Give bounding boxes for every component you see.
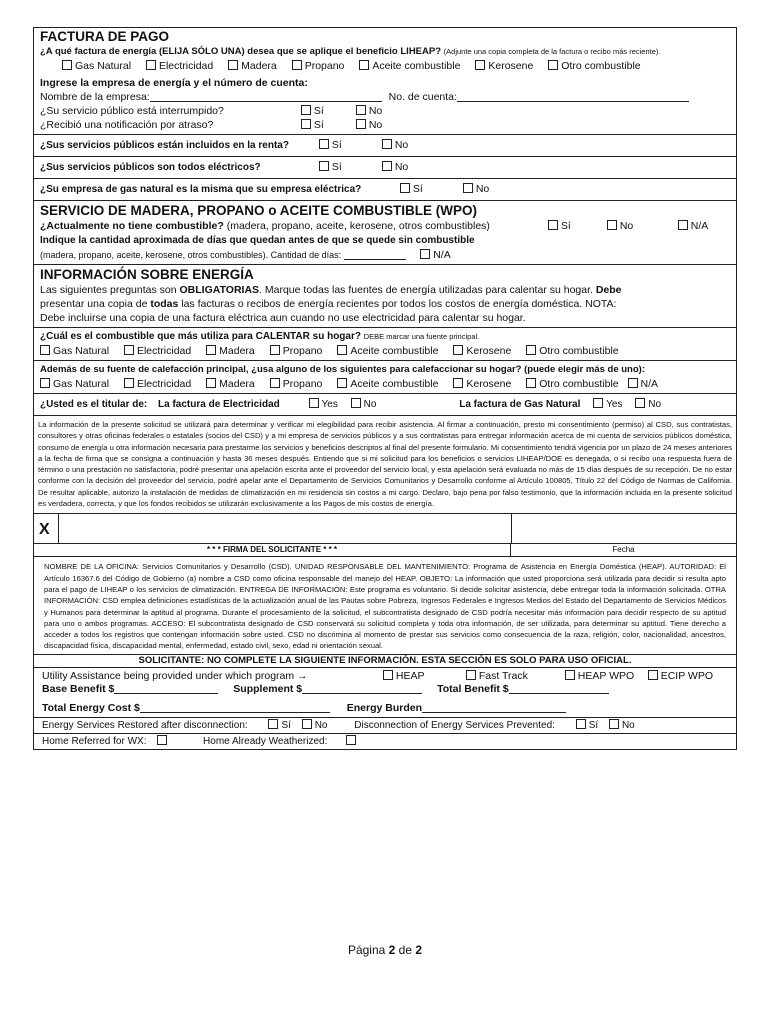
main-propano-checkbox[interactable]: [270, 345, 280, 355]
holder-gas-no-checkbox[interactable]: [635, 398, 645, 408]
main-madera-checkbox[interactable]: [206, 345, 216, 355]
heap-checkbox[interactable]: [383, 670, 393, 680]
main-fuel-section: ¿Cuál es el combustible que más utiliza para CALENTAR su hogar? DEBE marcar una fuente principal. Gas Natural Electricidad Madera Propano Aceite combustible Kerosene Otro combustible: [33, 327, 737, 360]
rent-section: ¿Sus servicios públicos están incluidos en la renta? Sí No: [33, 134, 737, 156]
checkbox-aceite[interactable]: [359, 60, 369, 70]
signature-field[interactable]: [59, 514, 512, 543]
bill-question: ¿A qué factura de energía (ELIJA SÓLO UNA) desea que se aplique el beneficio LIHEAP?: [40, 46, 442, 57]
same-company-question: ¿Su empresa de gas natural es la misma que su empresa eléctrica?: [40, 184, 362, 195]
restored-yes-checkbox[interactable]: [268, 719, 278, 729]
add-na-checkbox[interactable]: [628, 378, 638, 388]
rent-no-checkbox[interactable]: [382, 139, 392, 149]
interrupted-question: ¿Su servicio público está interrumpido?: [40, 105, 224, 117]
electric-yes-checkbox[interactable]: [319, 161, 329, 171]
all-electric-section: ¿Sus servicios públicos son todos eléctricos? Sí No: [33, 156, 737, 178]
wpo-yes-checkbox[interactable]: [548, 220, 558, 230]
energy-title: INFORMACIÓN SOBRE ENERGÍA: [40, 267, 254, 282]
additional-fuel-question: Además de su fuente de calefacción principal, ¿usa alguno de los siguientes para calefaccionar su hogar? (puede elegir más de uno):: [40, 364, 645, 375]
signature-label: * * * FIRMA DEL SOLICITANTE * * *: [34, 544, 511, 556]
days-remaining-field[interactable]: [344, 249, 406, 260]
main-kerosene-checkbox[interactable]: [453, 345, 463, 355]
restored-label: Energy Services Restored after disconnection:: [42, 719, 248, 731]
wpo-section: SERVICIO DE MADERA, PROPANO o ACEITE COMBUSTIBLE (WPO) ¿Actualmente no tiene combustible? (madera, propano, aceite, kerosene, otros combustibles) Sí No N/A Indique la cantidad aproximada de días que quedan antes de que se quede sin combustible (madera, propano, aceite, kerosene, otros combustibles). Cantidad de días: N/A: [33, 200, 737, 264]
wx-label: Home Referred for WX:: [42, 735, 147, 747]
fast-track-checkbox[interactable]: [466, 670, 476, 680]
consent-section: [33, 415, 737, 513]
wpo-days-heading: Indique la cantidad aproximada de días que quedan antes de que se quede sin combustible: [40, 235, 475, 246]
main-fuel-options: Gas Natural Electricidad Madera Propano Aceite combustible Kerosene Otro combustible: [40, 344, 730, 358]
add-madera-checkbox[interactable]: [206, 378, 216, 388]
bill-note: (Adjunte una copia completa de la factura o recibo más reciente).: [443, 47, 661, 56]
supplement-field[interactable]: [302, 683, 422, 694]
wpo-question-detail: (madera, propano, aceite, kerosene, otros combustibles): [226, 220, 490, 232]
checkbox-gas-natural[interactable]: [62, 60, 72, 70]
holder-question: ¿Usted es el titular de:: [40, 399, 148, 410]
days-na-checkbox[interactable]: [420, 249, 430, 259]
electric-no-checkbox[interactable]: [382, 161, 392, 171]
checkbox-electricidad[interactable]: [146, 60, 156, 70]
company-heading: Ingrese la empresa de energía y el número de cuenta: [40, 77, 305, 89]
consent-text: La información de la presente solicitud se utilizará para determinar y verificar mi elegibilidad para recibir asistencia. Al firmar a continuación, presto mi consentimiento (permiso) al CSD, sus contratistas, consultores y otras oficinas federales o estatales (socios del CSD) y a mi empresa de servicios públicos y a sus contratistas para entregar información acerca de mi cuenta de servicios públicos doméstica, consumo de energía u otra información necesaria para prestarme los servicios y beneficios descriptos al final del presente formulario. Mi consentimiento tendrá vigencia por un plazo de 24 meses anteriores a la fecha de firma que se consigna a continuación y hasta 36 meses después. Entiendo que si mi solicitud para los beneficios o servicios LIHEAP/DOE es denegada, o si recibo una respuesta fuera de término o una prestación no satisfactoria, podré presentar una apelación escrita ante el proveedor del servicio local, y esta apelación será evaluada no más de 15 días después de su recepción. De no estar conforme con la decisión del proveedor del servicio, podré apelar ante el Departamento de Servicios Comunitarios y Desarrollo conforme al Artículo 100805, Título 22 del Código de Normas de California. De resultar aplicable, autorizo la instalación de medidas de climatización en mi residencia sin costos a mi cargo. Declaro, bajo pena por falso testimonio, que la información incluida en la presente solicitud es verdadera, correcta, y que los fondos recibidos se utilizarán exclusivamente a los Pagos de mis costos de energía.: [38, 420, 732, 509]
add-propano-checkbox[interactable]: [270, 378, 280, 388]
same-company-yes-checkbox[interactable]: [400, 183, 410, 193]
rent-question: ¿Sus servicios públicos están incluidos en la renta?: [40, 140, 289, 151]
holder-elec-no-checkbox[interactable]: [351, 398, 361, 408]
account-number-field[interactable]: [457, 91, 689, 102]
wpo-title: SERVICIO DE MADERA, PROPANO o ACEITE COMBUSTIBLE (WPO): [40, 203, 478, 218]
add-kerosene-checkbox[interactable]: [453, 378, 463, 388]
utility-program-label: Utility Assistance being provided under which program →: [42, 669, 308, 682]
base-benefit-field[interactable]: [114, 683, 218, 694]
main-otro-checkbox[interactable]: [526, 345, 536, 355]
add-elec-checkbox[interactable]: [124, 378, 134, 388]
wpo-days-detail: (madera, propano, aceite, kerosene, otros combustibles). Cantidad de días:: [40, 250, 342, 260]
late-no-checkbox[interactable]: [356, 119, 366, 129]
prevented-no-checkbox[interactable]: [609, 719, 619, 729]
add-gas-checkbox[interactable]: [40, 378, 50, 388]
checkbox-madera[interactable]: [228, 60, 238, 70]
main-aceite-checkbox[interactable]: [337, 345, 347, 355]
rent-yes-checkbox[interactable]: [319, 139, 329, 149]
holder-gas-label: La factura de Gas Natural: [459, 399, 581, 410]
energy-cost-field[interactable]: [140, 702, 330, 713]
payment-bill-section: FACTURA DE PAGO ¿A qué factura de energía (ELIJA SÓLO UNA) desea que se aplique el beneficio LIHEAP? (Adjunte una copia completa de la factura o recibo más reciente). Gas Natural Electricidad Madera Propano Aceite combustible Kerosene Otro combustible Ingrese la empresa de energía y el número de cuenta: Nombre de la empresa: No. de cuenta: ¿Su servicio público está interrumpido? Sí No ¿Recibió una notificación por atraso? Sí No: [33, 27, 737, 134]
additional-fuel-options: Gas Natural Electricidad Madera Propano Aceite combustible Kerosene Otro combustible N/A: [40, 377, 730, 391]
privacy-notice-text: NOMBRE DE LA OFICINA: Servicios Comunitarios y Desarrollo (CSD). UNIDAD RESPONSABLE DEL MANTENIMIENTO: Programa de Asistencia en Energía Doméstica (HEAP). AUTORIDAD: El Artículo 16367.6 del Código de Gobierno (a) nombre a CSD como oficina responsable del manejo del HEAP. OBJETO: La información que usted proporciona será utilizada para decidir si resulta apto para el pago de LIHEAP o los servicios de climatización. ENTREGA DE INFORMACIÓN: Este programa es voluntario. Si decide solicitar asistencia, debe entregar toda la información solicitada. OTRA INFORMACIÓN: CSD emplea definiciones estadísticas de la actualización anual de las Pautas sobre Pobreza, Ingresos Federales e Ingresos Medios del Estado del Departamento de Servicios Médicos y Humanos para determinar la aptitud al programa. Durante el procesamiento de la solicitud, el subcontratista designado de CSD podría necesitar más información para decidir respecto de su aptitud para uno o ambos programas. ACCESO: El subcontratista designado de CSD conservará su solicitud completa y toda otra información, de ser utilizada, para determinar su aptitud. Tiene derecho a acceder a todos los registros que contengan información sobre usted. CSD no discrimina al momento de prestar sus servicios como consecuencia de la raza, religión, color, nacionalidad, ancestros, discapacidad física, discapacidad mental, enfermedad, estado civil, sexo, edad ni orientación sexual.: [44, 562, 726, 651]
interrupted-no-checkbox[interactable]: [356, 105, 366, 115]
account-label: No. de cuenta:: [388, 91, 457, 103]
prevented-yes-checkbox[interactable]: [576, 719, 586, 729]
checkbox-kerosene[interactable]: [475, 60, 485, 70]
main-elec-checkbox[interactable]: [124, 345, 134, 355]
wpo-no-checkbox[interactable]: [607, 220, 617, 230]
restored-no-checkbox[interactable]: [302, 719, 312, 729]
same-company-no-checkbox[interactable]: [463, 183, 473, 193]
wpo-na-checkbox[interactable]: [678, 220, 688, 230]
office-use-section: SOLICITANTE: NO COMPLETE LA SIGUIENTE INFORMACIÓN. ESTA SECCIÓN ES SOLO PARA USO OFICIAL. Utility Assistance being provided under which program → HEAP Fast Track HEAP WPO ECIP WPO Base Benefit $ Supplement $ Total Benefit $ Total Energy Cost $ Energy Burden Energy Services Restored after disconnection: Sí No Disconnection of Energy Services Prevented: Sí No Home Referred for WX: Home Already Weatherized:: [33, 654, 737, 750]
late-notice-question: ¿Recibió una notificación por atraso?: [40, 119, 214, 131]
page-number: Página 2 de 2: [347, 943, 423, 957]
bill-options: Gas Natural Electricidad Madera Propano Aceite combustible Kerosene Otro combustible: [40, 59, 730, 73]
weatherized-checkbox[interactable]: [346, 735, 356, 745]
add-otro-checkbox[interactable]: [526, 378, 536, 388]
same-company-section: ¿Su empresa de gas natural es la misma que su empresa eléctrica? Sí No: [33, 178, 737, 200]
ecip-wpo-checkbox[interactable]: [648, 670, 658, 680]
holder-electric-label: La factura de Electricidad: [158, 399, 280, 410]
wpo-question: ¿Actualmente no tiene combustible?: [40, 220, 224, 232]
weatherized-label: Home Already Weatherized:: [203, 735, 328, 747]
form-page: [33, 27, 737, 750]
signature-row: [33, 513, 737, 543]
add-aceite-checkbox[interactable]: [337, 378, 347, 388]
late-yes-checkbox[interactable]: [301, 119, 311, 129]
electric-question: ¿Sus servicios públicos son todos eléctricos?: [40, 162, 261, 173]
checkbox-propano[interactable]: [292, 60, 302, 70]
energy-note: Debe incluirse una copia de una factura eléctrica aun cuando no use electricidad para calentar su hogar.: [40, 312, 526, 324]
date-field[interactable]: [512, 514, 736, 543]
interrupted-yes-checkbox[interactable]: [301, 105, 311, 115]
main-fuel-question: ¿Cuál es el combustible que más utiliza para CALENTAR su hogar?: [40, 331, 361, 342]
account-holder-section: ¿Usted es el titular de: La factura de Electricidad Yes No La factura de Gas Natural Yes No: [33, 393, 737, 415]
office-use-title: SOLICITANTE: NO COMPLETE LA SIGUIENTE INFORMACIÓN. ESTA SECCIÓN ES SOLO PARA USO OFICIAL.: [34, 655, 736, 668]
main-gas-checkbox[interactable]: [40, 345, 50, 355]
company-name-field[interactable]: [150, 91, 382, 102]
payment-bill-title: FACTURA DE PAGO: [40, 29, 170, 44]
company-label: Nombre de la empresa:: [40, 91, 150, 103]
holder-gas-yes-checkbox[interactable]: [593, 398, 603, 408]
additional-fuel-section: [33, 360, 737, 393]
heap-wpo-checkbox[interactable]: [565, 670, 575, 680]
total-benefit-field[interactable]: [509, 683, 609, 694]
privacy-notice-section: [33, 556, 737, 653]
energy-burden-field[interactable]: [422, 702, 566, 713]
checkbox-otro[interactable]: [548, 60, 558, 70]
energy-info-section: INFORMACIÓN SOBRE ENERGÍA Las siguientes preguntas son OBLIGATORIAS. Marque todas las fuentes de energía utilizadas para calentar su hogar. Debe presentar una copia de todas las facturas o recibos de energía recientes por todos los costos de energía doméstica. NOTA: Debe incluirse una copia de una factura eléctrica aun cuando no use electricidad para calentar su hogar.: [33, 264, 737, 327]
prevented-label: Disconnection of Energy Services Prevented:: [354, 719, 555, 731]
wx-checkbox[interactable]: [157, 735, 167, 745]
signature-x: X: [39, 521, 50, 539]
holder-elec-yes-checkbox[interactable]: [309, 398, 319, 408]
date-label: Fecha: [612, 545, 635, 555]
